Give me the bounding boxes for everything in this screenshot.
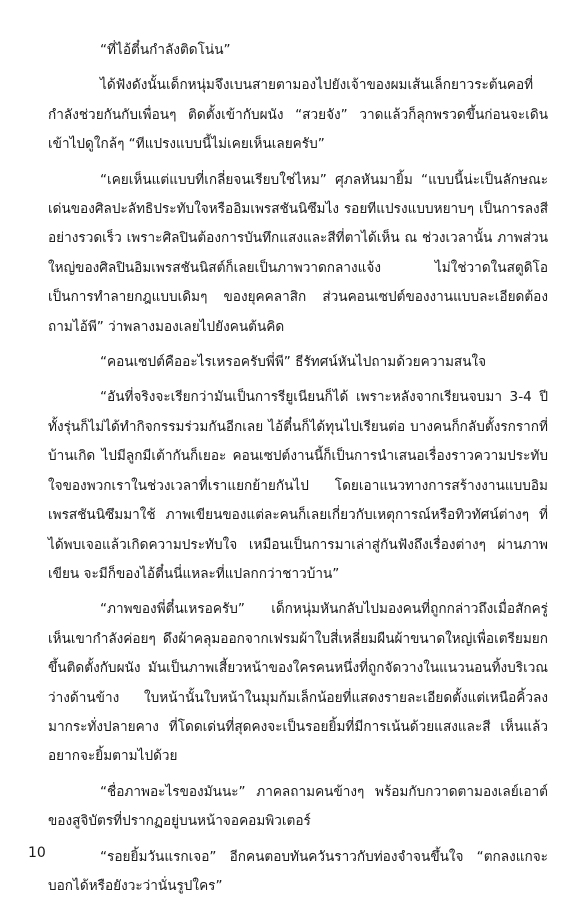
page-body <box>48 36 548 907</box>
paragraph: ได้ฟังดังนั้นเด็กหนุ่มจึงเบนสายตามองไปยังเจ้าของผมเส้นเล็กยาวระต้นคอที่กำลังช่วยกันกับเพื่อนๆ ติดตั้งเข้ากับผนัง “สวยจัง” วาดแล้วก็ลุกพรวดขึ้นก่อนจะเดินเข้าไปดูใกล้ๆ “ทีแปรงแบบนี้ไม่เคยเห็นเลยครับ” <box>48 77 548 153</box>
paragraph: “อันที่จริงจะเรียกว่ามันเป็นการรียูเนียนก็ได้ เพราะหลังจากเรียนจบมา 3-4 ปี ทั้งรุ่นก็ไม่ได้ทำกิจกรรมร่วมกันอีกเลย ไอ้ตี๋นก็ได้ทุนไปเรียนต่อ บางคนก็กลับตั้งรกรากที่บ้านเกิด ไปมีลูกมีเต้ากันก็เยอะ คอนเซปต์งานนี้ก็เป็นการนำเสนอเรื่องราวความประทับใจของพวกเราในช่วงเวลาที่เราแยกย้ายกันไป โดยเอาแนวทางการสร้างงานแบบอิมเพรสชันนิซึมมาใช้ ภาพเขียนของแต่ละคนก็เลยเกี่ยวกับเหตุการณ์หรือทิวทัศน์ต่างๆ ที่ได้พบเจอแล้วเกิดความประทับใจ เหมือนเป็นการมาเล่าสู่กันฟังถึงเรื่องต่างๆ ผ่านภาพเขียน จะมีก็ของไอ้ตี๋นนี่แหละที่แปลกกว่าชาวบ้าน” <box>48 389 548 582</box>
paragraph: “ที่ไอ้ตี๋นกำลังติดโน่น” <box>100 42 231 58</box>
paragraph: “คอนเซปต์คืออะไรเหรอครับพี่พี” ธีรัทศน์หันไปถามด้วยความสนใจ <box>100 354 487 371</box>
paragraph: “ชื่อภาพอะไรของมันนะ” ภาคลถามคนข้างๆ พร้อมกับกวาดตามองเลย์เอาต์ของสูจิบัตรที่ปรากฏอยู่บนหน้าจอคอมพิวเตอร์ <box>48 783 548 830</box>
paragraph: “รอยยิ้มวันแรกเจอ” อีกคนตอบทันควันราวกับท่องจำจนขึ้นใจ “ตกลงแกจะบอกได้หรือยังวะว่านั่นรูปใคร” <box>48 848 548 894</box>
page-number: 10 <box>28 845 46 861</box>
paragraph: “ภาพของพี่ตี๋นเหรอครับ” เด็กหนุ่มหันกลับไปมองคนที่ถูกกล่าวถึงเมื่อสักครู่ เห็นเขากำลังค่อยๆ ดึงผ้าคลุมออกจากเฟรมผ้าใบสี่เหลี่ยมผืนผ้าขนาดใหญ่เพื่อเตรียมยกขึ้นติดตั้งกับผนัง มันเป็นภาพเสี้ยวหน้าของใครคนหนึ่งที่ถูกจัดวางในแนวนอนทิ้งบริเวณว่างด้านข้าง ใบหน้านั้นใบหน้าในมุมก้มเล็กน้อยที่แสดงรายละเอียดตั้งแต่เหนือคิ้วลงมากระทั่งปลายคาง ที่โดดเด่นที่สุดคงจะเป็นรอยยิ้มที่มีการเน้นด้วยแสงและสี เห็นแล้วอยากจะยิ้มตามไปด้วย <box>48 601 548 765</box>
paragraph: “เคยเห็นแต่แบบที่เกลี่ยจนเรียบใช่ไหม” ศุภลหันมายิ้ม “แบบนี้น่ะเป็นลักษณะเด่นของศิลปะลัทธิประทับใจหรืออิมเพรสชันนิซึมไง รอยทีแปรงแบบหยาบๆ เป็นการลงสีอย่างรวดเร็ว เพราะศิลปินต้องการบันทึกแสงและสีที่ตาได้เห็น ณ ช่วงเวลานั้น ภาพส่วนใหญ่ของศิลปินอิมเพรสชันนิสต์ก็เลยเป็นภาพวาดกลางแจ้ง ไม่ใช่วาดในสตูดิโอ เป็นการทำลายกฎแบบเดิมๆ ของยุคคลาสิก ส่วนคอนเซปต์ของงานแบบละเอียดต้องถามไอ้พี” ว่าพลางมองเลยไปยังคนต้นคิด <box>48 171 548 335</box>
